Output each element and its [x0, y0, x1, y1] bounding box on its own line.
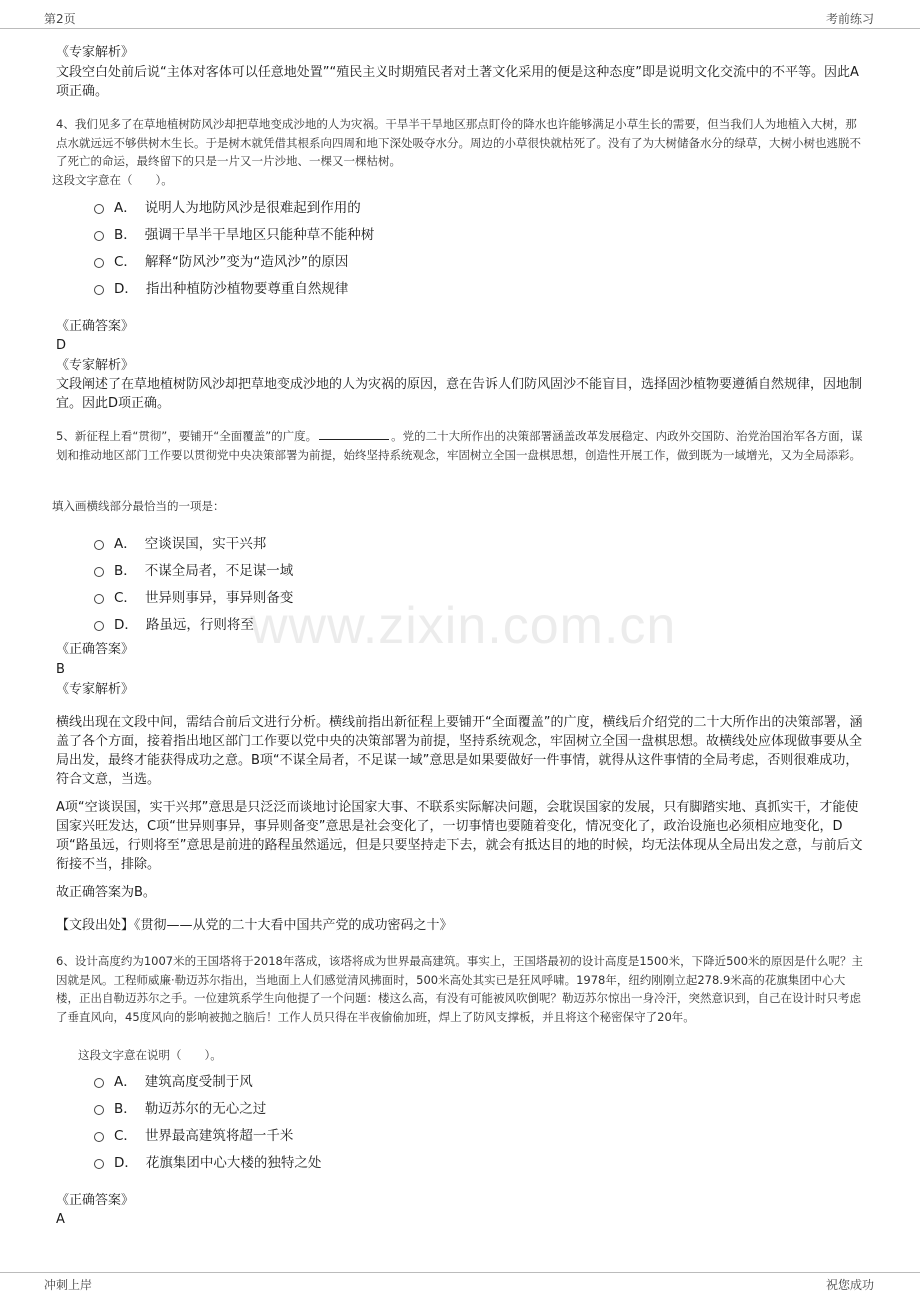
analysis-text: A项“空谈误国，实干兴邦”意思是只泛泛而谈地讨论国家大事、不联系实际解决问题，会耽误国家的发展，只有脚踏实地、真抓实干，才能使国家兴旺发达，C项“世异则事异，事异则备变”意思是社会变化了，一切事情也要随着变化，情况变化了，政治设施也必须相应地变化，D项“路虽远，行则将至”意思是前进的路程虽然遥远，但是只要坚持走下去，就会有抵达目的地的时候，均无法体现从全局出发之意，与前后文衔接不当，排除。	[56, 800, 863, 872]
analysis-text: 文段阐述了在草地植树防风沙却把草地变成沙地的人为灾祸的原因，意在告诉人们防风固沙不能盲目，选择固沙植物要遵循自然规律，因地制宜。因此D项正确。	[56, 377, 863, 411]
answer-value: A	[56, 1212, 65, 1227]
q4-option-a[interactable]: A． 说明人为地防风沙是很难起到作用的	[94, 196, 361, 216]
radio-icon[interactable]	[94, 567, 104, 577]
question-6-stem: 6、设计高度约为1007米的王国塔将于2018年落成，该塔将成为世界最高建筑。事实上，王国塔最初的设计高度是1500米，下降近500米的原因是什么呢？主因就是风。工程师威廉·勒迈苏尔指出，当地面上人们感觉清风拂面时，500米高处其实已是狂风呼啸。1978年，纽约刚刚立起278.9米高的花旗集团中心大楼，正出自勒迈苏尔之手。一位建筑系学生向他提了一个问题：楼这么高，有没有可能被风吹倒呢？勒迈苏尔惊出一身冷汗，突然意识到，自己在设计时只考虑了垂直风向，45度风向的影响被抛之脑后！工作人员只得在半夜偷偷加班，焊上了防风支撑板，并且将这个秘密保守了20年。	[56, 954, 864, 1024]
analysis-text: 横线出现在文段中间，需结合前后文进行分析。横线前指出新征程上要铺开“全面覆盖”的广度，横线后介绍党的二十大所作出的决策部署，涵盖了各个方面，接着指出地区部门工作要以党中央的决策部署为前提，坚持系统观念，牢固树立全国一盘棋思想。故横线处应体现做事要从全局出发，最终才能获得成功之意。B项“不谋全局者，不足谋一域”意思是如果要做好一件事情，就得从这件事情的全局考虑，否则很难成功，符合文意，当选。	[56, 715, 863, 787]
footer-left: 冲刺上岸	[44, 1278, 93, 1292]
answer-label: 《正确答案》	[56, 642, 135, 657]
fill-blank	[319, 428, 389, 440]
radio-icon[interactable]	[94, 621, 104, 631]
radio-icon[interactable]	[94, 204, 104, 214]
analysis-conclusion: 故正确答案为B。	[56, 885, 156, 900]
question-5-prompt: 填入画横线部分最恰当的一项是：	[52, 499, 225, 513]
q6-option-b[interactable]: B． 勒迈苏尔的无心之过	[94, 1097, 266, 1117]
radio-icon[interactable]	[94, 594, 104, 604]
footer-right: 祝您成功	[825, 1278, 874, 1292]
question-4-prompt: 这段文字意在（ ）。	[52, 173, 173, 187]
page-header	[0, 6, 920, 29]
question-6-prompt: 这段文字意在说明（ ）。	[78, 1048, 222, 1062]
answer-label: 《正确答案》	[56, 319, 135, 334]
radio-icon[interactable]	[94, 231, 104, 241]
radio-icon[interactable]	[94, 540, 104, 550]
q6-option-d[interactable]: D． 花旗集团中心大楼的独特之处	[94, 1151, 321, 1171]
q4-option-b[interactable]: B． 强调干旱半干旱地区只能种草不能种树	[94, 223, 374, 243]
q4-option-c[interactable]: C． 解释“防风沙”变为“造风沙”的原因	[94, 250, 348, 270]
analysis-label: 《专家解析》	[56, 358, 135, 373]
radio-icon[interactable]	[94, 1105, 104, 1115]
q5-option-c[interactable]: C． 世异则事异，事异则备变	[94, 586, 293, 606]
source-citation: 【文段出处】《贯彻——从党的二十大看中国共产党的成功密码之十》	[56, 918, 453, 933]
q5-option-b[interactable]: B． 不谋全局者，不足谋一域	[94, 559, 293, 579]
watermark: www.zixin.com.cn	[250, 597, 677, 655]
radio-icon[interactable]	[94, 1132, 104, 1142]
q5-option-a[interactable]: A． 空谈误国，实干兴邦	[94, 532, 266, 552]
analysis-text: 文段空白处前后说“主体对客体可以任意地处置”“殖民主义时期殖民者对土著文化采用的便是这种态度”即是说明文化交流中的不平等。因此A项正确。	[56, 65, 859, 99]
q5-option-d[interactable]: D． 路虽远，行则将至	[94, 613, 254, 633]
page-footer	[0, 1272, 920, 1294]
analysis-label: 《专家解析》	[56, 682, 135, 697]
q6-option-c[interactable]: C． 世界最高建筑将超一千米	[94, 1124, 293, 1144]
radio-icon[interactable]	[94, 258, 104, 268]
footer-divider	[0, 1272, 920, 1273]
answer-label: 《正确答案》	[56, 1193, 135, 1208]
q6-option-a[interactable]: A． 建筑高度受制于风	[94, 1070, 253, 1090]
radio-icon[interactable]	[94, 1159, 104, 1169]
analysis-label: 《专家解析》	[56, 45, 135, 60]
answer-value: B	[56, 662, 65, 677]
question-5-stem: 5、新征程上看“贯彻”，要铺开“全面覆盖”的广度。 。党的二十大所作出的决策部署涵盖改革发展稳定、内政外交国防、治党治国治军各方面，谋划和推动地区部门工作要以贯彻党中央决策部署为前提，始终坚持系统观念，牢固树立全国一盘棋思想，创造性开展工作，做到既为一域增光，又为全局添彩。	[56, 429, 863, 462]
question-4-stem: 4、我们见多了在草地植树防风沙却把草地变成沙地的人为灾祸。干旱半干旱地区那点盯伶的降水也许能够满足小草生长的需要，但当我们人为地植入大树，那点水就远远不够供树木生长。于是树木就凭借其根系向四周和地下深处吸夺水分。周边的小草很快就枯死了。没有了为大树储备水分的绿草，大树小树也逃脱不了死亡的命运，最终留下的只是一片又一片沙地、一棵又一棵枯树。	[56, 117, 861, 168]
q4-option-d[interactable]: D． 指出种植防沙植物要尊重自然规律	[94, 277, 348, 297]
header-title: 考前练习	[825, 12, 874, 26]
answer-value: D	[56, 338, 67, 353]
radio-icon[interactable]	[94, 1078, 104, 1088]
page-number: 第2页	[44, 12, 76, 26]
radio-icon[interactable]	[94, 285, 104, 295]
